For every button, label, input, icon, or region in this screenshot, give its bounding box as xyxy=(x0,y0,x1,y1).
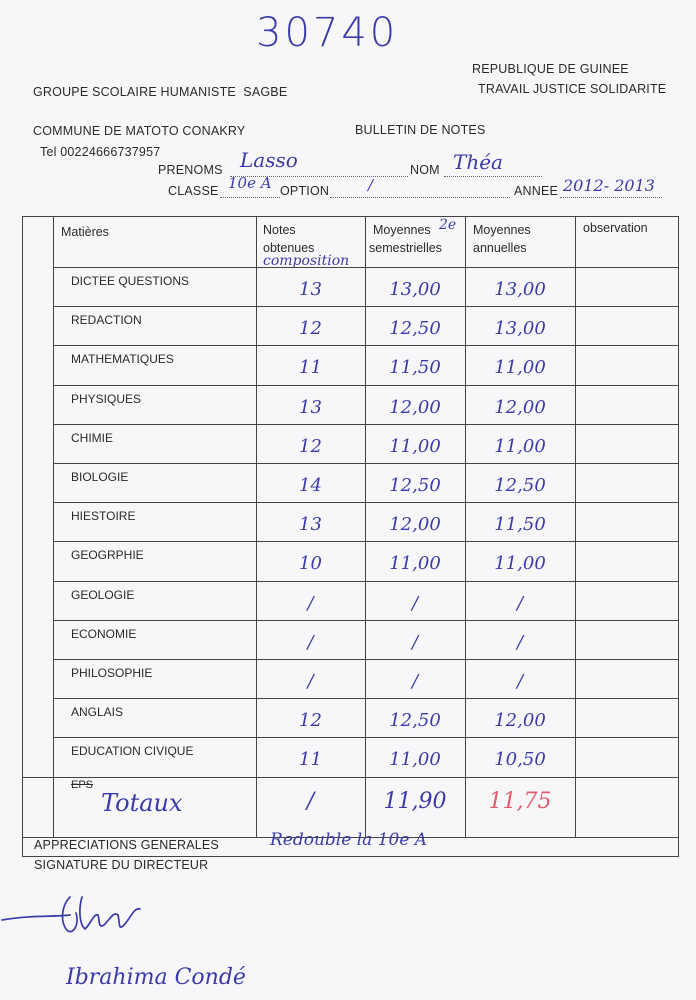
document-title: BULLETIN DE NOTES xyxy=(355,123,486,137)
subject-label: EDUCATION CIVIQUE xyxy=(71,744,194,759)
subject-label: PHYSIQUES xyxy=(71,391,142,406)
totals-annual: 11,75 xyxy=(488,788,552,814)
header-matieres: Matières xyxy=(61,225,109,239)
annual-average: 12,00 xyxy=(494,396,546,418)
subject-label: MATHEMATIQUES xyxy=(71,352,174,367)
semester-average: 12,50 xyxy=(389,710,441,732)
semester-average: 12,00 xyxy=(389,396,441,418)
semester-average: 11,00 xyxy=(389,553,441,575)
semester-average: 12,50 xyxy=(389,318,441,340)
annee-dots xyxy=(560,197,662,198)
annual-average: 13,00 xyxy=(494,318,546,340)
annual-average: 11,50 xyxy=(494,514,546,536)
header-moy-sem-handwritten: 2e xyxy=(439,217,457,233)
semester-average: / xyxy=(411,592,419,614)
annual-average: 11,00 xyxy=(494,435,546,457)
note-value: 12 xyxy=(299,710,322,732)
subject-label: ECONOMIE xyxy=(71,626,137,641)
note-value: 11 xyxy=(299,357,322,379)
annual-average: / xyxy=(516,671,524,692)
note-value: 14 xyxy=(299,475,322,496)
header-notes-1: Notes xyxy=(263,223,296,237)
totals-semester: 11,90 xyxy=(383,788,447,814)
appreciations-label: APPRECIATIONS GENERALES xyxy=(34,838,219,852)
annual-average: / xyxy=(516,592,524,614)
annual-average: 11,00 xyxy=(494,357,546,379)
semester-average: / xyxy=(411,631,419,653)
annual-average: 12,50 xyxy=(494,475,546,496)
semester-average: 13,00 xyxy=(389,279,441,300)
nom-value: Théa xyxy=(453,150,503,174)
subject-label: BIOLOGIE xyxy=(71,470,129,484)
annee-value: 2012- 2013 xyxy=(563,176,655,195)
header-moy-sem-1: Moyennes xyxy=(373,223,431,237)
annual-average: 10,50 xyxy=(494,749,546,771)
school-name: GROUPE SCOLAIRE HUMANISTE SAGBE xyxy=(33,85,288,99)
note-value: / xyxy=(307,631,314,653)
header-notes-handwritten: composition xyxy=(263,253,350,269)
subject-label: REDACTION xyxy=(71,313,142,328)
prenoms-value: Lasso xyxy=(240,148,298,172)
semester-average: 11,00 xyxy=(389,435,441,457)
director-signature xyxy=(0,885,150,945)
header-moy-sem-2: semestrielles xyxy=(369,241,442,255)
subject-label: CHIMIE xyxy=(71,430,113,445)
totals-label: Totaux xyxy=(101,788,183,817)
annee-label: ANNEE xyxy=(514,184,559,198)
header-observation: observation xyxy=(583,221,648,235)
header-notes-2: obtenues xyxy=(263,241,315,255)
note-value: 13 xyxy=(299,279,322,300)
prenoms-label: PRENOMS xyxy=(158,163,223,177)
semester-average: / xyxy=(411,671,419,692)
annual-average: 11,00 xyxy=(494,553,546,575)
semester-average: 11,50 xyxy=(389,357,441,379)
subject-label: GEOGRPHIE xyxy=(71,548,144,563)
republic-name: REPUBLIQUE DE GUINEE xyxy=(472,62,629,76)
note-value: 13 xyxy=(299,396,322,418)
note-value: 10 xyxy=(299,553,322,575)
option-label: OPTION xyxy=(280,184,330,198)
struck-label: EPS xyxy=(71,778,94,791)
classe-label: CLASSE xyxy=(168,184,219,198)
note-value: 12 xyxy=(299,318,322,340)
classe-dots xyxy=(220,197,280,198)
signature-label: SIGNATURE DU DIRECTEUR xyxy=(34,858,209,872)
director-name: Ibrahima Condé xyxy=(66,965,246,990)
appreciations-value: Redouble la 10e A xyxy=(270,830,428,850)
annual-average: / xyxy=(516,631,524,653)
subject-label: GEOLOGIE xyxy=(71,587,135,602)
note-value: 11 xyxy=(299,749,322,771)
document-number: 30740 xyxy=(256,10,399,56)
subject-label: DICTEE QUESTIONS xyxy=(71,274,190,288)
commune-name: COMMUNE DE MATOTO CONAKRY xyxy=(33,124,246,138)
note-value: / xyxy=(307,592,314,614)
classe-value: 10e A xyxy=(228,174,272,192)
nom-dots xyxy=(444,176,542,177)
option-dots xyxy=(330,197,510,198)
nom-label: NOM xyxy=(410,163,440,177)
note-value: 12 xyxy=(299,435,322,457)
semester-average: 12,50 xyxy=(389,475,441,496)
semester-average: 11,00 xyxy=(389,749,441,771)
subject-label: PHILOSOPHIE xyxy=(71,666,153,680)
grades-table xyxy=(22,216,679,838)
totals-note: / xyxy=(306,788,315,814)
note-value: 13 xyxy=(299,514,322,536)
note-value: / xyxy=(307,671,314,692)
subject-label: HIESTOIRE xyxy=(71,509,136,524)
national-motto: TRAVAIL JUSTICE SOLIDARITE xyxy=(478,82,667,96)
header-moy-ann-2: annuelles xyxy=(473,241,527,255)
school-phone: Tel 00224666737957 xyxy=(40,145,161,159)
option-value: / xyxy=(368,176,374,194)
header-moy-ann-1: Moyennes xyxy=(473,223,531,237)
semester-average: 12,00 xyxy=(389,514,441,536)
subject-label: ANGLAIS xyxy=(71,705,124,720)
annual-average: 12,00 xyxy=(494,710,546,732)
annual-average: 13,00 xyxy=(494,279,546,300)
